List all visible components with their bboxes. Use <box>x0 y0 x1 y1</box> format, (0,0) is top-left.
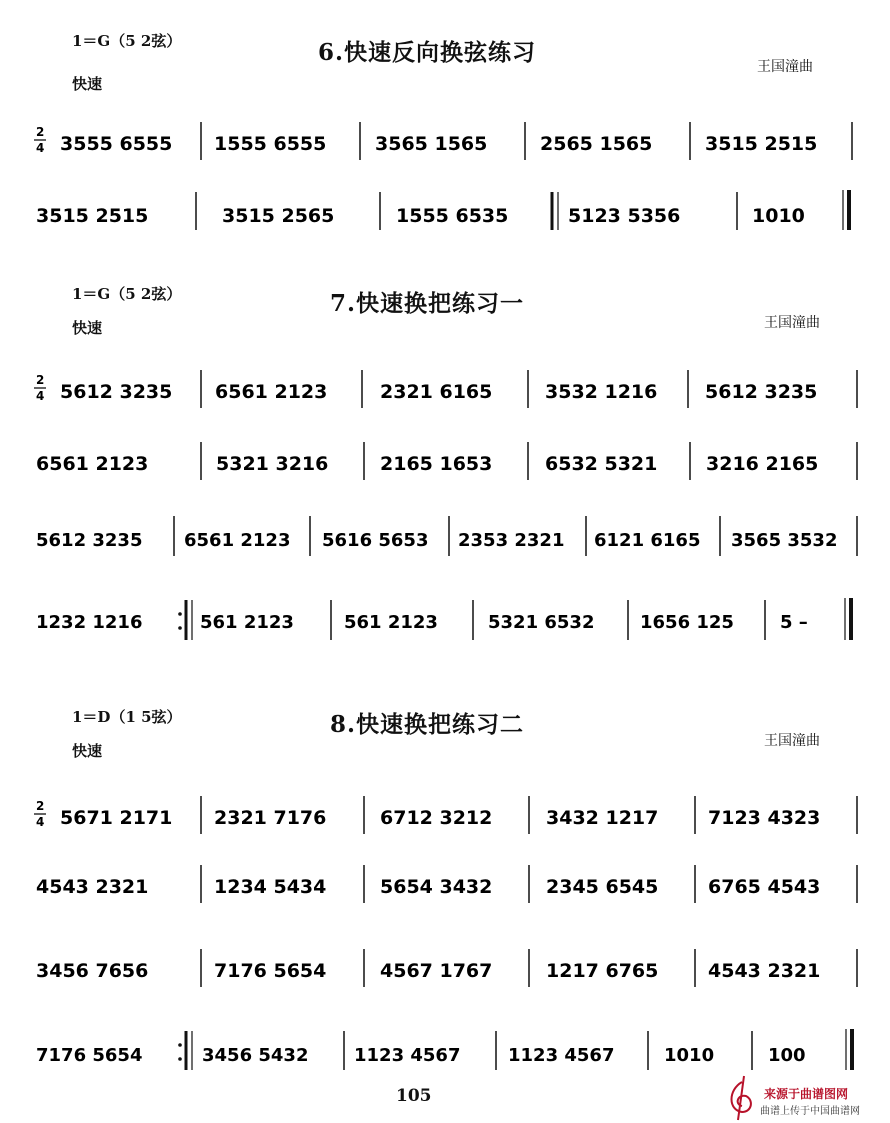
svg-text:5321 3216: 5321 3216 <box>216 453 329 475</box>
measure <box>540 133 652 155</box>
measure <box>545 453 657 475</box>
svg-text:1123 4567: 1123 4567 <box>508 1045 615 1066</box>
svg-text:4: 4 <box>36 815 45 829</box>
measure <box>708 960 820 982</box>
svg-text:6765 4543: 6765 4543 <box>708 876 821 898</box>
measure <box>545 381 657 403</box>
svg-text:3216 2165: 3216 2165 <box>706 453 819 475</box>
score-line <box>36 1029 852 1070</box>
svg-text:5612 3235: 5612 3235 <box>705 381 818 403</box>
svg-text:1010: 1010 <box>752 205 805 227</box>
key-signature: 1＝G（5 2弦） <box>72 32 182 50</box>
svg-text:7123 4323: 7123 4323 <box>708 807 821 829</box>
svg-text:6561 2123: 6561 2123 <box>36 453 149 475</box>
measure <box>380 807 492 829</box>
svg-text:5654 3432: 5654 3432 <box>380 876 493 898</box>
key-signature: 1＝G（5 2弦） <box>72 285 182 303</box>
measure <box>215 381 327 403</box>
svg-text:1656 125: 1656 125 <box>640 612 734 633</box>
measure <box>36 612 142 633</box>
svg-text:1123 4567: 1123 4567 <box>354 1045 461 1066</box>
svg-text:4543 2321: 4543 2321 <box>708 960 821 982</box>
measure <box>60 381 172 403</box>
svg-text:5612 3235: 5612 3235 <box>60 381 173 403</box>
measure <box>664 1045 714 1066</box>
svg-text:5671 2171: 5671 2171 <box>60 807 173 829</box>
measure <box>214 960 326 982</box>
tempo-marking: 快速 <box>72 75 103 93</box>
watermark-clef-icon <box>732 1076 751 1120</box>
measure <box>214 133 326 155</box>
measure <box>708 876 820 898</box>
svg-text:4567 1767: 4567 1767 <box>380 960 493 982</box>
composer-credit: 王国潼曲 <box>764 315 820 331</box>
measure <box>216 453 328 475</box>
svg-text:6532 5321: 6532 5321 <box>545 453 658 475</box>
score-line <box>36 949 857 987</box>
score-line <box>36 442 857 480</box>
svg-text:7176 5654: 7176 5654 <box>214 960 327 982</box>
measure <box>546 960 658 982</box>
svg-text:1555 6535: 1555 6535 <box>396 205 509 227</box>
svg-text:2: 2 <box>36 373 45 387</box>
svg-text:3532 1216: 3532 1216 <box>545 381 658 403</box>
measure <box>568 205 680 227</box>
measure <box>322 530 428 551</box>
measure <box>200 612 294 633</box>
measure <box>344 612 438 633</box>
measure <box>380 381 492 403</box>
svg-text:4: 4 <box>36 389 45 403</box>
key-signature: 1＝D（1 5弦） <box>72 708 182 726</box>
measure <box>214 807 326 829</box>
tempo-marking: 快速 <box>72 742 103 760</box>
measure <box>60 133 172 155</box>
svg-text:2345 6545: 2345 6545 <box>546 876 659 898</box>
score-line <box>60 122 852 160</box>
piece-title: 8.快速换把练习二 <box>330 711 525 738</box>
measure <box>705 133 817 155</box>
measure <box>380 960 492 982</box>
score-line <box>36 516 857 556</box>
svg-text:3565 3532: 3565 3532 <box>731 530 838 551</box>
svg-text:2: 2 <box>36 125 45 139</box>
measure <box>222 205 334 227</box>
tempo-marking: 快速 <box>72 319 103 337</box>
measure <box>705 381 817 403</box>
svg-text:5123 5356: 5123 5356 <box>568 205 681 227</box>
measure <box>36 876 148 898</box>
svg-text:1010: 1010 <box>664 1045 715 1066</box>
score-line <box>36 865 857 903</box>
measure <box>594 530 700 551</box>
svg-text:3515 2515: 3515 2515 <box>36 205 149 227</box>
measure <box>458 530 564 551</box>
svg-text:3456 5432: 3456 5432 <box>202 1045 309 1066</box>
measure <box>380 453 492 475</box>
measure <box>752 205 805 227</box>
measure <box>546 876 658 898</box>
measure <box>640 612 734 633</box>
svg-text:3432 1217: 3432 1217 <box>546 807 659 829</box>
score-line <box>36 598 851 640</box>
svg-text:2321 6165: 2321 6165 <box>380 381 493 403</box>
svg-text:2353 2321: 2353 2321 <box>458 530 565 551</box>
measure <box>202 1045 308 1066</box>
watermark-text: 曲谱上传于中国曲谱网 <box>760 1106 860 1117</box>
measure <box>546 807 658 829</box>
composer-credit: 王国潼曲 <box>757 59 813 75</box>
measure <box>36 1045 142 1066</box>
time-signature <box>34 373 46 403</box>
composer-credit: 王国潼曲 <box>764 733 820 749</box>
svg-text:2165 1653: 2165 1653 <box>380 453 493 475</box>
score-line <box>60 370 857 408</box>
svg-text:3555 6555: 3555 6555 <box>60 133 173 155</box>
measure <box>706 453 818 475</box>
measure <box>396 205 508 227</box>
piece-title: 6.快速反向换弦练习 <box>318 39 537 66</box>
measure <box>380 876 492 898</box>
measure <box>708 807 820 829</box>
time-signature <box>34 799 46 829</box>
measure <box>184 530 290 551</box>
svg-text:6712 3212: 6712 3212 <box>380 807 493 829</box>
measure <box>731 530 837 551</box>
measure <box>508 1045 614 1066</box>
svg-text:6121 6165: 6121 6165 <box>594 530 701 551</box>
svg-text:2565 1565: 2565 1565 <box>540 133 653 155</box>
svg-text:2321 7176: 2321 7176 <box>214 807 327 829</box>
measure <box>60 807 172 829</box>
time-signature <box>34 125 46 155</box>
score-line <box>36 190 849 230</box>
measure <box>375 133 487 155</box>
svg-text:100: 100 <box>768 1045 806 1066</box>
svg-text:1232 1216: 1232 1216 <box>36 612 143 633</box>
svg-text:561 2123: 561 2123 <box>344 612 438 633</box>
svg-text:4: 4 <box>36 141 45 155</box>
svg-text:561 2123: 561 2123 <box>200 612 294 633</box>
svg-text:1217 6765: 1217 6765 <box>546 960 659 982</box>
measure <box>214 876 326 898</box>
svg-text:3515 2515: 3515 2515 <box>705 133 818 155</box>
svg-text:5612 3235: 5612 3235 <box>36 530 143 551</box>
piece-title: 7.快速换把练习一 <box>330 290 525 317</box>
svg-text:3456 7656: 3456 7656 <box>36 960 149 982</box>
svg-text:6561 2123: 6561 2123 <box>215 381 328 403</box>
svg-text:5 –: 5 – <box>780 612 808 633</box>
svg-text:5321 6532: 5321 6532 <box>488 612 595 633</box>
measure <box>36 530 142 551</box>
score-line <box>60 796 857 834</box>
svg-text:2: 2 <box>36 799 45 813</box>
svg-text:3515 2565: 3515 2565 <box>222 205 335 227</box>
measure <box>488 612 594 633</box>
measure <box>354 1045 460 1066</box>
measure <box>36 205 148 227</box>
measure <box>768 1045 806 1066</box>
svg-text:6561 2123: 6561 2123 <box>184 530 291 551</box>
measure <box>36 453 148 475</box>
measure <box>780 612 808 633</box>
watermark-text: 来源于曲谱图网 <box>764 1087 849 1101</box>
measure <box>36 960 148 982</box>
svg-text:1234 5434: 1234 5434 <box>214 876 327 898</box>
svg-text:5616 5653: 5616 5653 <box>322 530 429 551</box>
svg-text:1555 6555: 1555 6555 <box>214 133 327 155</box>
svg-text:3565 1565: 3565 1565 <box>375 133 488 155</box>
svg-text:4543 2321: 4543 2321 <box>36 876 149 898</box>
svg-text:7176 5654: 7176 5654 <box>36 1045 143 1066</box>
page-number: 105 <box>396 1086 432 1106</box>
